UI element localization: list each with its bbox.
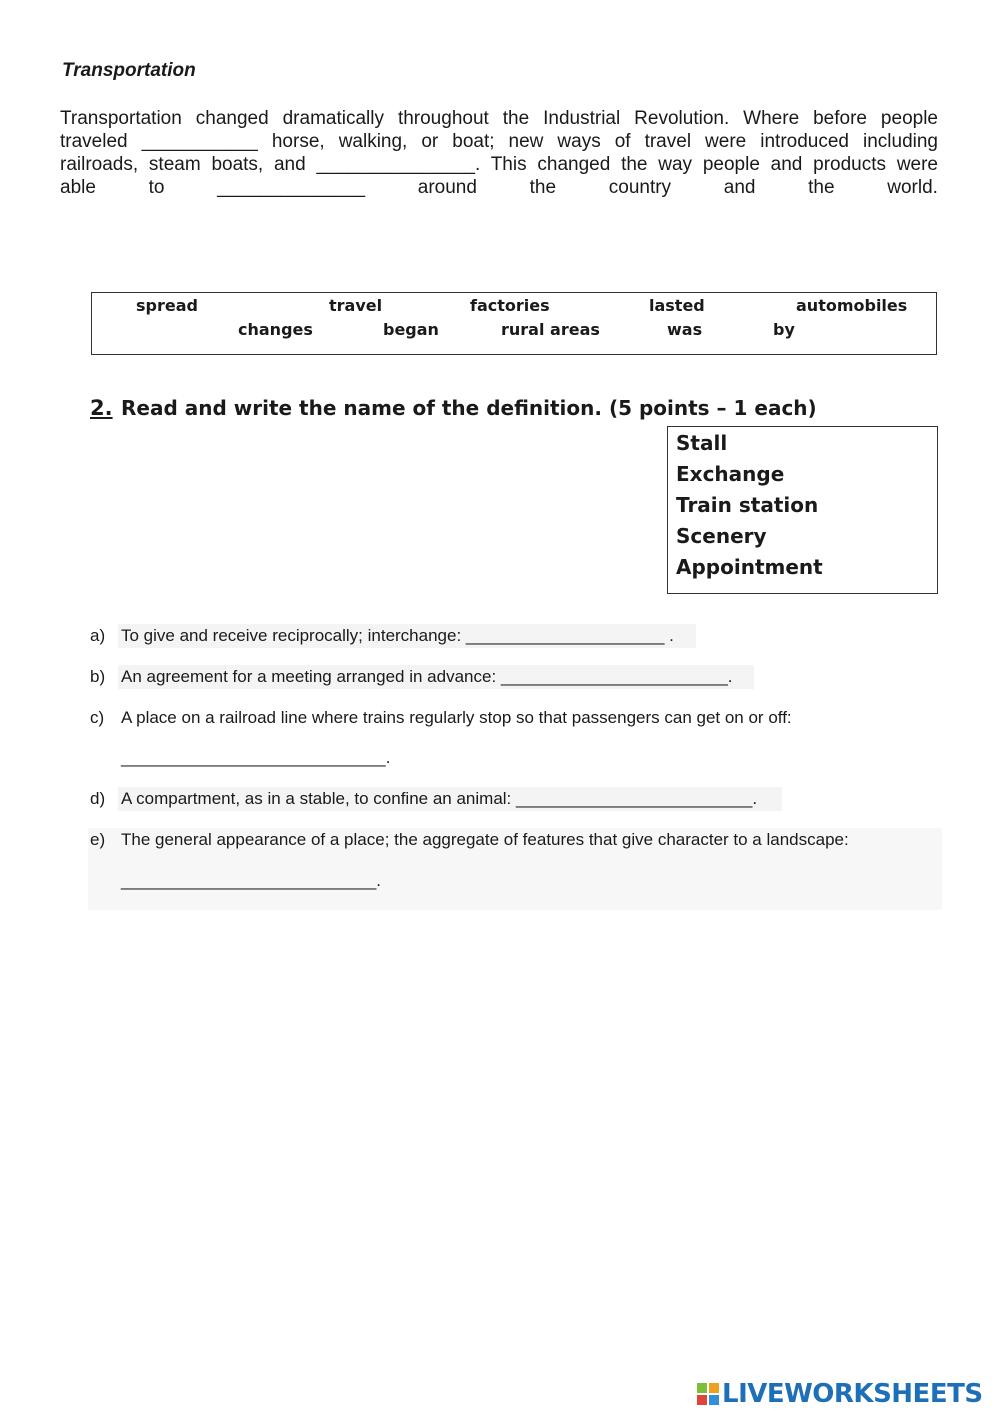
definition-text: A compartment, as in a stable, to confine an animal: _________________________. <box>121 789 758 808</box>
word-bank <box>91 292 937 355</box>
question-number: 2. <box>90 396 113 420</box>
word-bank-item: travel <box>329 296 383 315</box>
word-bank-item: automobiles <box>796 296 908 315</box>
paragraph-line: railroads, steam boats, and _______________. This changed the way people and products were <box>60 154 938 175</box>
logo-tiles-icon <box>697 1383 719 1405</box>
logo-tile <box>697 1383 707 1393</box>
definition-text: An agreement for a meeting arranged in advance: ________________________. <box>121 667 733 686</box>
section-title: Transportation <box>62 60 196 81</box>
paragraph-word: world. <box>887 177 938 198</box>
definition-text: A place on a railroad line where trains regularly stop so that passengers can get on or off: <box>121 708 792 727</box>
logo-tile <box>709 1395 719 1405</box>
word-bank-item: spread <box>136 296 198 315</box>
paragraph-word: around <box>417 177 477 198</box>
word-bank-item: changes <box>238 320 313 339</box>
paragraph-line: Transportation changed dramatically throughout the Industrial Revolution. Where before people <box>60 108 938 129</box>
fill-blank[interactable]: ____________________________. <box>121 748 391 767</box>
paragraph-line: traveled ___________ horse, walking, or boat; new ways of travel were introduced including <box>60 131 938 152</box>
definition-text: The general appearance of a place; the aggregate of features that give character to a landscape: <box>121 830 849 849</box>
word-bank-item: rural areas <box>501 320 600 339</box>
answer-option: Scenery <box>676 524 767 548</box>
definition-text: To give and receive reciprocally; interchange: _____________________ . <box>121 626 674 645</box>
paragraph-word: the <box>529 177 557 198</box>
fill-blank[interactable]: ______________ <box>217 177 366 198</box>
logo-tile <box>709 1383 719 1393</box>
word-bank-item: began <box>383 320 439 339</box>
paragraph-word: the <box>808 177 835 198</box>
answer-option: Exchange <box>676 462 785 486</box>
paragraph-word: country <box>608 177 672 198</box>
word-bank-item: was <box>667 320 703 339</box>
liveworksheets-logo[interactable] <box>697 1380 983 1408</box>
paragraph-word: to <box>148 177 165 198</box>
fill-blank[interactable]: ___________________________. <box>121 871 381 890</box>
paragraph-word: able <box>60 177 96 198</box>
paragraph <box>60 107 938 199</box>
word-bank-item: lasted <box>649 296 705 315</box>
word-bank-item: factories <box>470 296 550 315</box>
definition-letter: d) <box>90 789 106 808</box>
answer-option: Stall <box>676 431 728 455</box>
logo-text: LIVEWORKSHEETS <box>722 1379 983 1409</box>
paragraph-line-last <box>60 176 938 199</box>
paragraph-word: and <box>723 177 756 198</box>
definition-letter: c) <box>90 708 105 727</box>
answer-options-box <box>667 426 938 594</box>
definition-letter: e) <box>90 830 106 849</box>
question-title: Read and write the name of the definition. (5 points – 1 each) <box>121 396 817 420</box>
answer-option: Train station <box>676 493 819 517</box>
word-bank-item: by <box>773 320 795 339</box>
definition-letter: b) <box>90 667 106 686</box>
definition-letter: a) <box>90 626 106 645</box>
logo-tile <box>697 1395 707 1405</box>
answer-option: Appointment <box>676 555 823 579</box>
